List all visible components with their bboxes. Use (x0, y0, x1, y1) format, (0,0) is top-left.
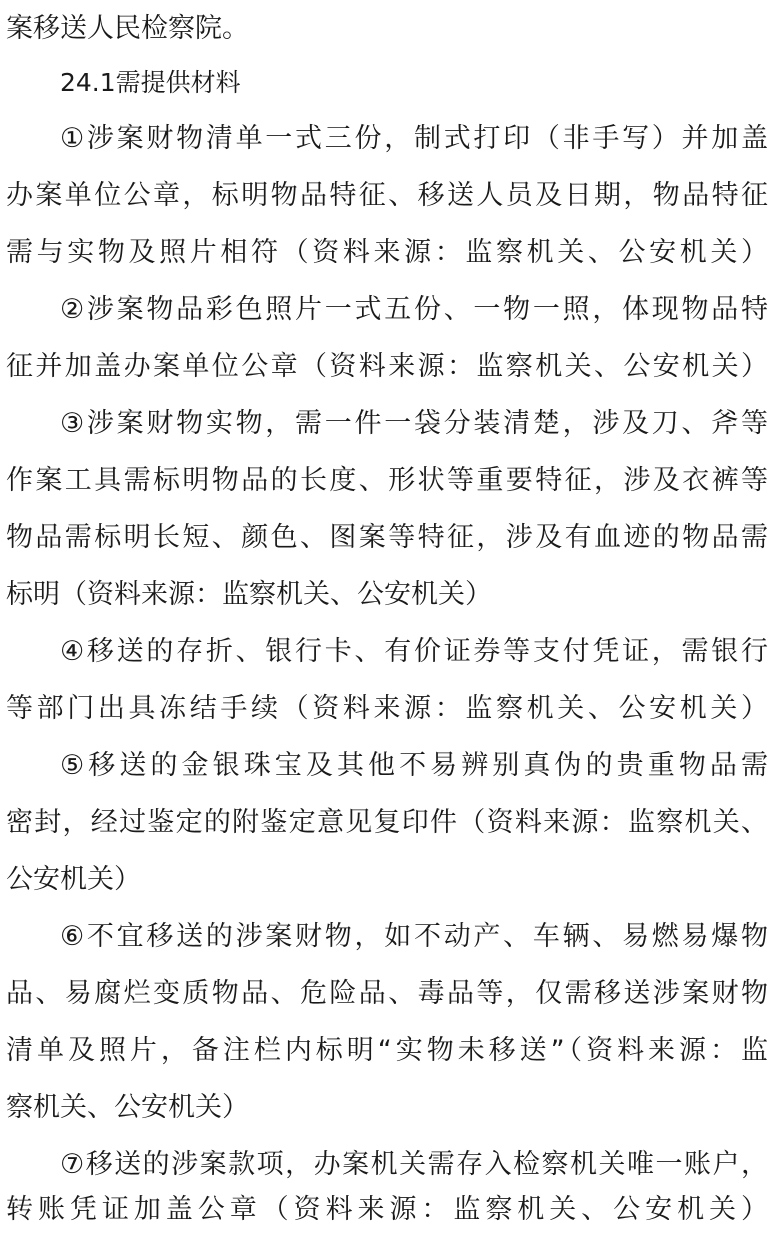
item-5-line-1: ⑤移送的金银珠宝及其他不易辨别真伪的贵重物品需 (60, 750, 768, 781)
item-4-line-1: ④移送的存折、银行卡、有价证券等支付凭证，需银行 (60, 636, 768, 667)
item-6-line-2: 品、易腐烂变质物品、危险品、毒品等，仅需移送涉案财物 (6, 978, 768, 1009)
section-heading: 24.1需提供材料 (60, 68, 241, 97)
item-5-line-3: 公安机关） (6, 864, 141, 895)
item-3-line-2: 作案工具需标明物品的长度、形状等重要特征，涉及衣裤等 (6, 465, 768, 496)
item-4-line-2: 等部门出具冻结手续（资料来源：监察机关、公安机关） (6, 693, 768, 724)
item-7-line-1: ⑦移送的涉案款项，办案机关需存入检察机关唯一账户， (60, 1149, 768, 1180)
item-1-line-1: ①涉案财物清单一式三份，制式打印（非手写）并加盖 (60, 123, 768, 154)
item-3-line-1: ③涉案财物实物，需一件一袋分装清楚，涉及刀、斧等 (60, 408, 768, 439)
item-1-line-3: 需与实物及照片相符（资料来源：监察机关、公安机关） (6, 237, 768, 268)
item-1-line-2: 办案单位公章，标明物品特征、移送人员及日期，物品特征 (6, 180, 768, 211)
item-6-line-1: ⑥不宜移送的涉案财物，如不动产、车辆、易燃易爆物 (60, 921, 768, 952)
item-5-line-2: 密封，经过鉴定的附鉴定意见复印件（资料来源：监察机关、 (6, 807, 768, 838)
item-3-line-3: 物品需标明长短、颜色、图案等特征，涉及有血迹的物品需 (6, 522, 768, 553)
item-7-line-2: 转账凭证加盖公章（资料来源：监察机关、公安机关） (6, 1194, 768, 1225)
item-6-line-4: 察机关、公安机关） (6, 1092, 249, 1123)
opening-line: 案移送人民检察院。 (6, 13, 249, 44)
item-3-line-4: 标明（资料来源：监察机关、公安机关） (6, 579, 492, 610)
item-6-line-3: 清单及照片，备注栏内标明“实物未移送”（资料来源：监 (6, 1035, 768, 1066)
item-2-line-2: 征并加盖办案单位公章（资料来源：监察机关、公安机关） (6, 351, 768, 382)
item-2-line-1: ②涉案物品彩色照片一式五份、一物一照，体现物品特 (60, 294, 768, 325)
